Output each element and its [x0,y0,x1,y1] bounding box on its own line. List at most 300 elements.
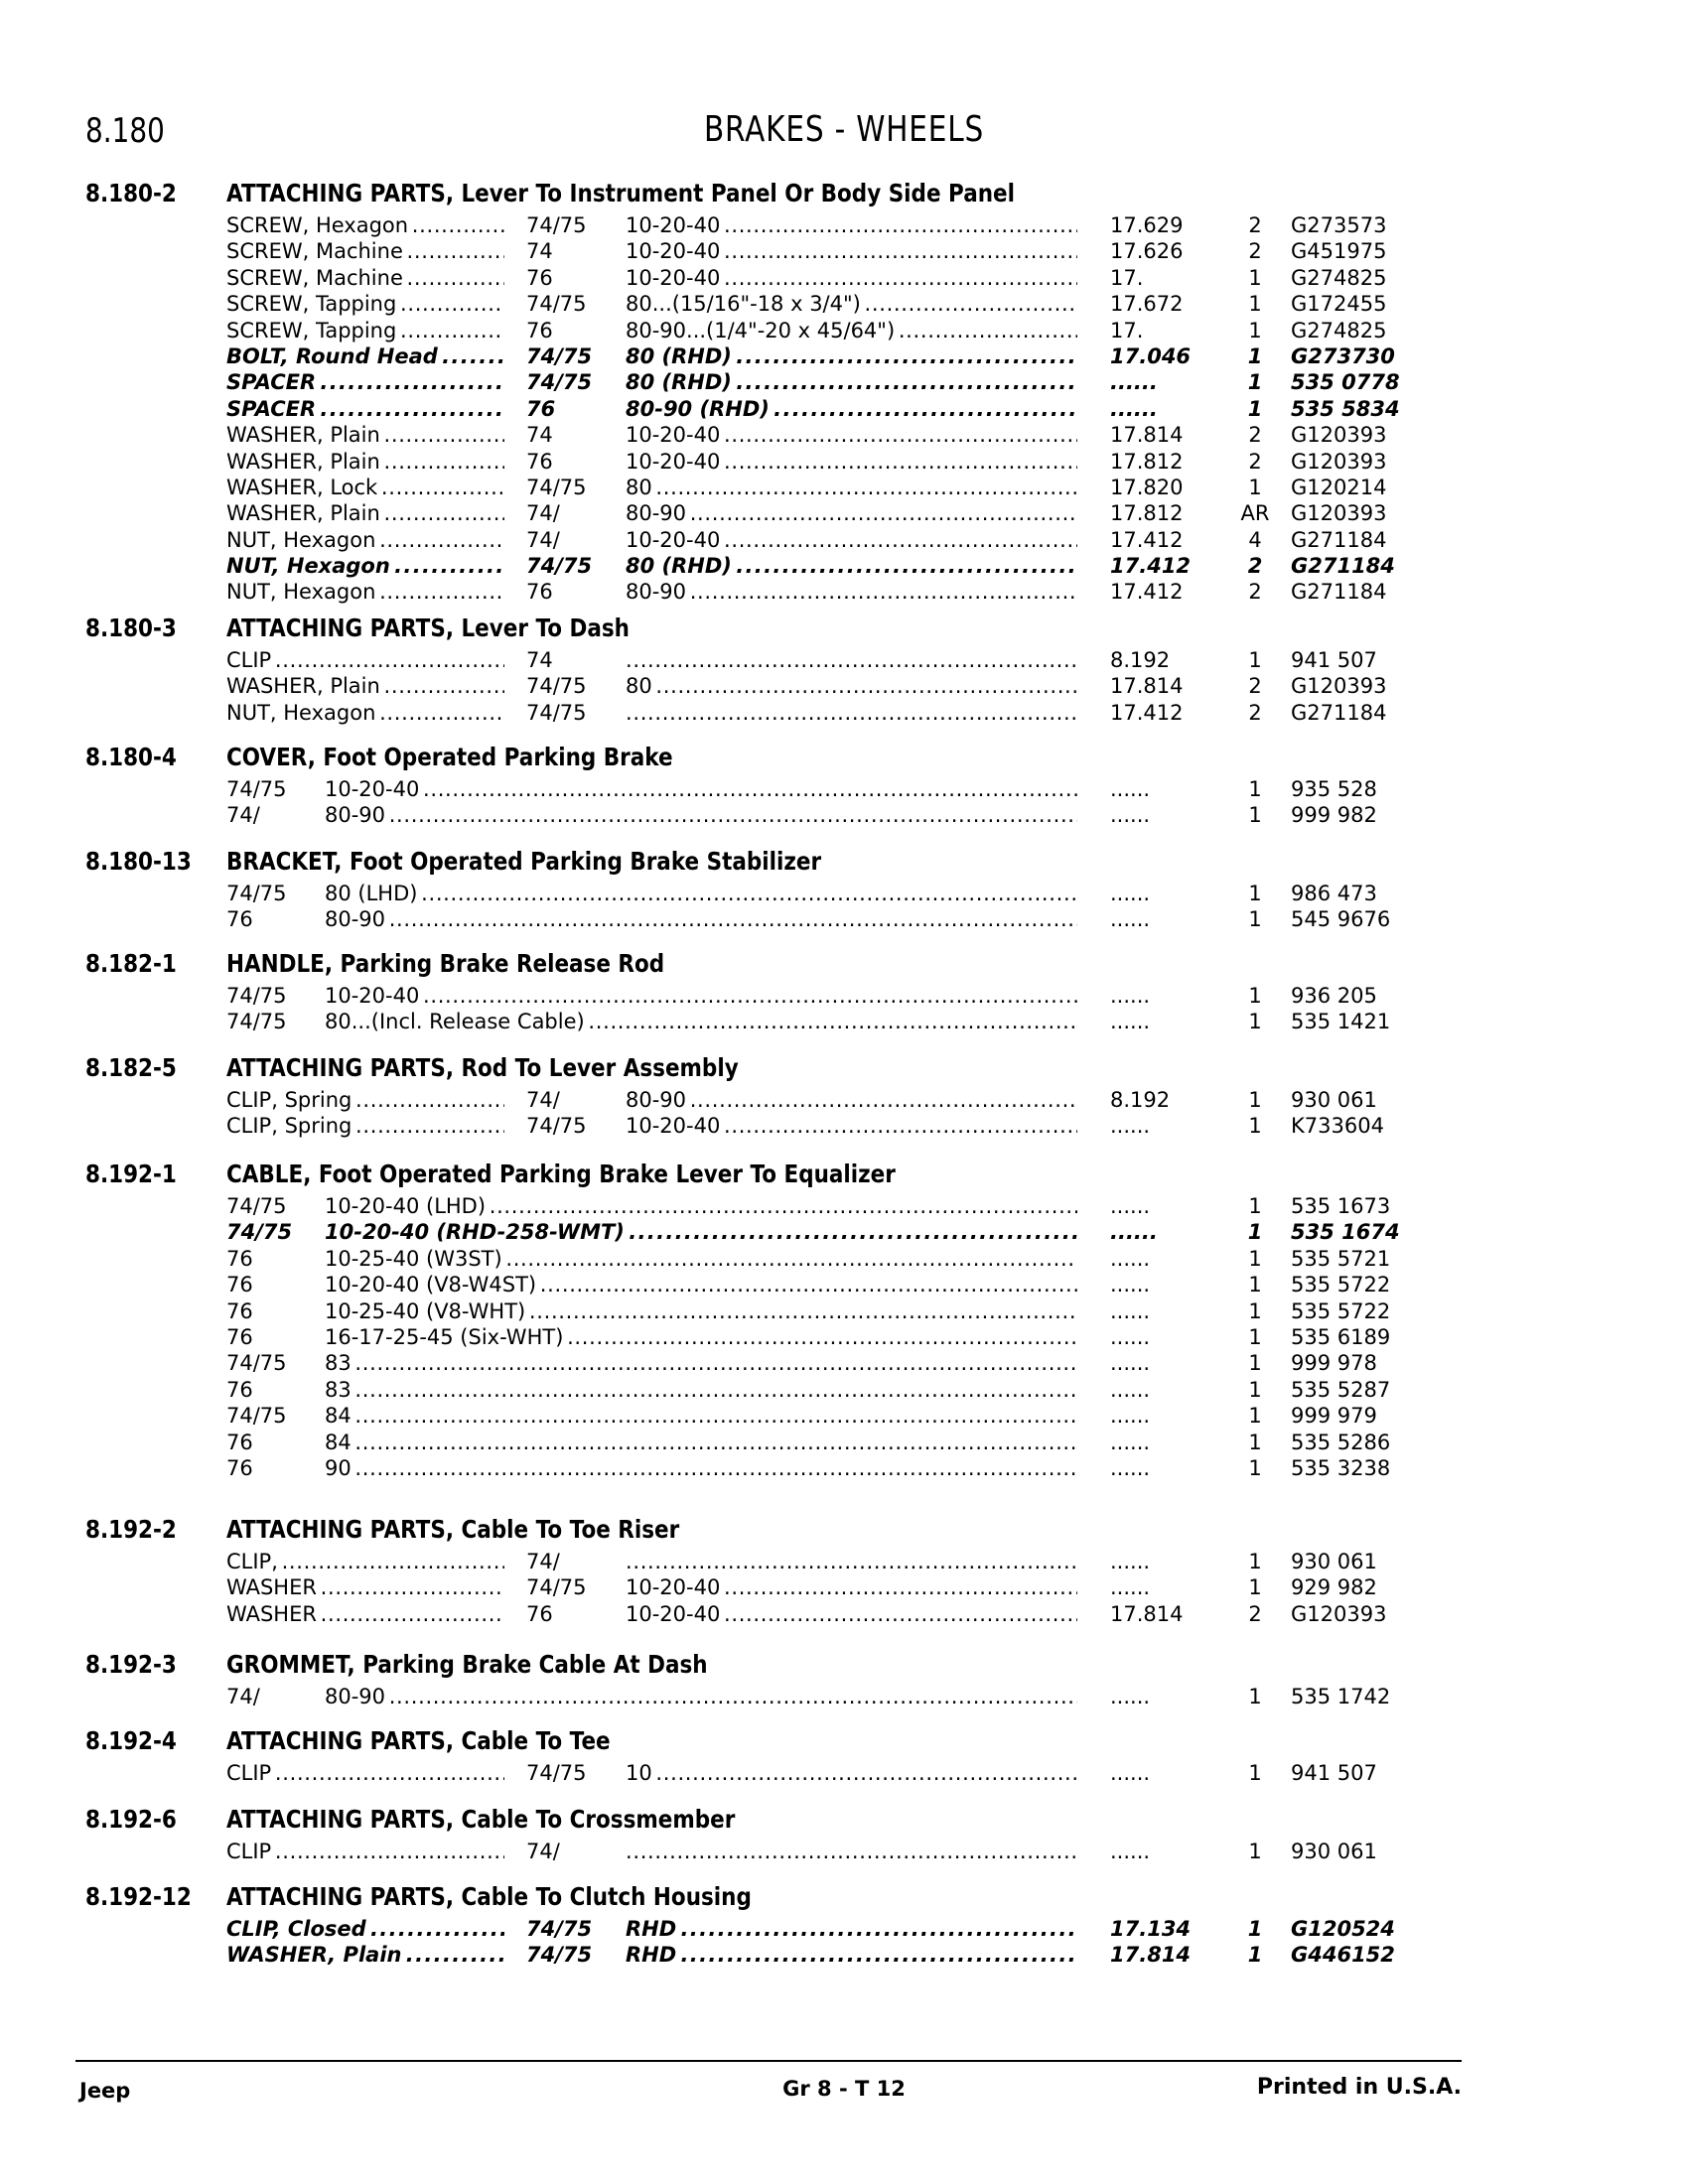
part-row [0,212,1688,238]
part-quantity: 1 [1248,1273,1262,1297]
part-application: 80-90 . . . [626,500,1077,526]
parts-section [0,949,1688,1035]
part-description: CLIP, Spring . . . [226,1113,504,1139]
part-row [0,343,1688,369]
part-quantity: 1 [1248,1324,1262,1349]
part-quantity: 1 [1248,475,1262,499]
part-number: 535 1421 [1291,1010,1391,1034]
section-number: 8.180-3 [85,614,177,642]
part-model-year: 74/75 [526,369,626,395]
part-row [0,527,1688,553]
part-number: G172455 [1291,292,1387,317]
section-number: 8.192-2 [85,1515,177,1544]
part-quantity: 1 [1248,318,1262,342]
part-quantity: 2 [1248,1601,1262,1626]
part-quantity: 1 [1247,1220,1263,1245]
part-row [0,1193,1688,1219]
part-number: 929 982 [1291,1575,1377,1600]
part-quantity: 1 [1248,1550,1262,1573]
parts-section [0,1160,1688,1481]
section-title: HANDLE, Parking Brake Release Rod [226,949,665,978]
part-model-year: 76 [526,1601,626,1627]
section-title: ATTACHING PARTS, Lever To Instrument Panel Or Body Side Panel [226,179,1015,207]
part-reference: ...... [1110,907,1151,932]
footer-printed: Printed in U.S.A. [1256,2075,1462,2100]
part-reference: 17.134 [1110,1917,1192,1941]
part-row [0,1272,1688,1297]
part-application: 10-20-40 . . . [626,238,1077,264]
part-application: 83 . . . [325,1350,1077,1376]
part-number: 535 1673 [1291,1194,1391,1218]
part-quantity: 1 [1248,1377,1262,1402]
part-description: NUT, Hexagon . . . [226,553,504,579]
part-row [0,553,1688,579]
part-description: SCREW, Machine . . . [226,265,504,291]
part-model-year: 74/ [526,527,626,553]
part-reference: ...... [1110,1761,1151,1785]
parts-section [0,743,1688,829]
part-model-year: 74/75 [226,984,287,1008]
section-title: ATTACHING PARTS, Rod To Lever Assembly [226,1053,739,1082]
part-quantity: 1 [1248,907,1262,932]
section-title: CABLE, Foot Operated Parking Brake Lever To Equalizer [226,1160,896,1188]
footer-group-code: Gr 8 - T 12 [782,2077,906,2101]
part-application: 10-20-40 (LHD) . . . [325,1193,1077,1219]
part-row [0,1684,1688,1709]
part-number: 535 5287 [1291,1377,1391,1402]
part-reference: ...... [1110,1298,1151,1323]
part-description: SCREW, Tapping . . . [226,318,504,343]
parts-section [0,1805,1688,1864]
part-row [0,396,1688,422]
part-number: 986 473 [1291,882,1377,905]
part-quantity: 4 [1248,527,1262,552]
part-application: RHD . . . [626,1942,1077,1968]
part-number: G273573 [1291,213,1387,237]
part-row [0,1298,1688,1324]
part-reference: ...... [1110,1455,1151,1480]
part-reference: ...... [1110,1194,1151,1218]
section-header [0,179,1688,212]
part-number: 535 5286 [1291,1430,1391,1454]
part-model-year: 74/75 [526,1942,626,1968]
part-model-year: 74/75 [526,1574,626,1600]
section-number: 8.192-3 [85,1650,177,1679]
parts-section [0,847,1688,933]
part-quantity: 1 [1247,1943,1263,1968]
parts-section [0,1726,1688,1786]
section-number: 8.192-12 [85,1882,192,1911]
part-reference: 17.814 [1110,1943,1192,1968]
part-number: G274825 [1291,318,1387,342]
section-title: COVER, Foot Operated Parking Brake [226,743,673,771]
part-number: G271184 [1291,580,1387,605]
part-number: G120393 [1291,449,1387,474]
section-number: 8.182-1 [85,949,177,978]
part-quantity: 1 [1248,265,1262,290]
part-model-year: 74/75 [526,291,626,317]
part-reference: 17.626 [1110,239,1184,264]
part-application: 80-90 . . . [325,906,1077,932]
part-row [0,1430,1688,1455]
part-quantity: 1 [1248,984,1262,1008]
section-header [0,949,1688,983]
part-application: 16-17-25-45 (Six-WHT) . . . [325,1324,1077,1350]
part-application: 84 . . . [325,1403,1077,1429]
part-reference: ...... [1110,803,1151,828]
part-model-year: 74/75 [226,1351,287,1376]
part-model-year: 74/75 [526,1916,626,1942]
part-reference: 17.412 [1110,580,1184,605]
part-application: 80-90 . . . [325,1684,1077,1709]
section-header [0,1805,1688,1839]
part-model-year: 74/75 [226,1010,287,1034]
part-quantity: 2 [1248,239,1262,264]
part-description: WASHER, Plain . . . [226,1942,504,1968]
part-row [0,579,1688,605]
section-title: ATTACHING PARTS, Lever To Dash [226,614,630,642]
section-title: ATTACHING PARTS, Cable To Toe Riser [226,1515,680,1544]
part-number: 545 9676 [1291,907,1391,932]
part-application [626,647,1077,673]
part-reference: ...... [1110,777,1151,801]
part-model-year: 74/ [226,1685,260,1708]
part-model-year: 74/ [526,1549,626,1574]
part-model-year: 74/75 [226,1220,293,1245]
part-number: 930 061 [1291,1550,1377,1573]
part-model-year: 76 [226,1273,253,1297]
part-quantity: AR [1240,501,1270,526]
part-row [0,1942,1688,1968]
part-reference: ...... [1110,1377,1151,1402]
part-reference: ...... [1110,1324,1151,1349]
part-application: 10-20-40 (RHD-258-WMT) . . . [325,1219,1077,1245]
part-application: 80-90 (RHD) . . . [626,396,1077,422]
part-model-year: 74/75 [226,1404,287,1429]
part-description: SCREW, Machine . . . [226,238,504,264]
part-number: G271184 [1291,527,1387,552]
section-header [0,1160,1688,1193]
part-reference: 8.192 [1110,648,1171,672]
part-model-year: 74/ [526,1087,626,1113]
part-row [0,1009,1688,1034]
part-model-year: 76 [226,1324,253,1349]
part-model-year: 76 [226,1246,253,1271]
part-model-year: 76 [226,907,253,932]
part-number: 999 982 [1291,803,1377,828]
part-model-year: 74 [526,422,626,448]
part-description: CLIP . . . [226,647,504,673]
part-description: WASHER, Plain . . . [226,422,504,448]
part-quantity: 1 [1248,1430,1262,1454]
part-quantity: 2 [1248,449,1262,474]
part-application: 80...(15/16"-18 x 3/4") . . . [626,291,1077,317]
part-description: WASHER, Plain . . . [226,449,504,475]
part-description: NUT, Hexagon . . . [226,700,504,726]
part-row [0,475,1688,500]
part-model-year: 76 [526,265,626,291]
part-number: 535 5834 [1291,396,1400,421]
part-quantity: 1 [1248,1685,1262,1708]
part-application: 10-20-40 . . . [325,983,1077,1009]
part-model-year: 76 [526,449,626,475]
part-reference: ...... [1110,1430,1151,1454]
part-quantity: 1 [1248,1194,1262,1218]
part-application: 80-90...(1/4"-20 x 45/64") . . . [626,318,1077,343]
part-number: G273730 [1291,343,1395,368]
part-number: G120393 [1291,501,1387,526]
part-row [0,802,1688,828]
part-number: 535 6189 [1291,1324,1391,1349]
section-header [0,614,1688,647]
part-application: 10-20-40 . . . [325,776,1077,802]
part-quantity: 1 [1248,1761,1262,1785]
part-description: CLIP . . . [226,1839,504,1864]
part-row [0,776,1688,802]
part-application: RHD . . . [626,1916,1077,1942]
part-row [0,1916,1688,1942]
part-row [0,1601,1688,1627]
part-quantity: 2 [1248,700,1262,725]
part-reference: 17.046 [1110,343,1192,368]
part-reference: ...... [1110,1010,1151,1034]
part-row [0,369,1688,395]
part-number: G274825 [1291,265,1387,290]
part-model-year: 74/75 [226,1194,287,1218]
part-quantity: 1 [1248,777,1262,801]
part-model-year: 76 [526,579,626,605]
part-application: 10-20-40 . . . [626,422,1077,448]
part-number: 535 1674 [1291,1220,1400,1245]
part-reference: ...... [1110,1685,1151,1708]
part-description: NUT, Hexagon . . . [226,579,504,605]
part-number: 535 1742 [1291,1685,1391,1708]
part-number: K733604 [1291,1114,1384,1139]
part-number: G120214 [1291,475,1387,499]
part-reference: 17.629 [1110,213,1184,237]
part-application: 80-90 . . . [325,802,1077,828]
part-row [0,291,1688,317]
part-application: 90 . . . [325,1455,1077,1481]
part-description: NUT, Hexagon . . . [226,527,504,553]
part-description: CLIP, . . . [226,1549,504,1574]
part-row [0,1087,1688,1113]
part-reference: 17.820 [1110,475,1184,499]
part-application [626,1549,1077,1574]
page-title: BRAKES - WHEELS [703,109,985,150]
part-row [0,318,1688,343]
section-number: 8.192-4 [85,1726,177,1755]
part-reference: ...... [1110,1220,1158,1245]
part-quantity: 2 [1248,580,1262,605]
parts-section [0,1515,1688,1627]
part-quantity: 1 [1248,1010,1262,1034]
part-application: 10-20-40 . . . [626,527,1077,553]
part-model-year: 74/75 [526,673,626,699]
section-title: BRACKET, Foot Operated Parking Brake Stabilizer [226,847,822,876]
part-reference: ...... [1110,1550,1151,1573]
part-row [0,673,1688,699]
part-reference: ...... [1110,1575,1151,1600]
part-model-year: 74/75 [226,882,287,905]
section-header [0,1650,1688,1684]
part-reference: 17.814 [1110,674,1184,699]
part-application [626,700,1077,726]
part-reference: 17.814 [1110,1601,1184,1626]
part-number: G271184 [1291,554,1395,579]
part-row [0,449,1688,475]
part-number: G120393 [1291,423,1387,448]
section-title: ATTACHING PARTS, Cable To Tee [226,1726,611,1755]
part-number: G446152 [1291,1943,1395,1968]
parts-section [0,1882,1688,1969]
part-model-year: 76 [526,396,626,422]
part-reference: 8.192 [1110,1088,1171,1112]
part-row [0,500,1688,526]
part-number: 930 061 [1291,1088,1377,1112]
part-description: SPACER . . . [226,369,504,395]
part-quantity: 2 [1248,213,1262,237]
part-reference: 17.812 [1110,449,1184,474]
part-application: 83 . . . [325,1377,1077,1403]
part-quantity: 2 [1248,674,1262,699]
part-number: 535 5722 [1291,1298,1391,1323]
parts-section [0,1053,1688,1140]
parts-section [0,179,1688,606]
part-row [0,1549,1688,1574]
part-application: 10-20-40 . . . [626,265,1077,291]
part-model-year: 74 [526,647,626,673]
part-application [626,1839,1077,1864]
part-reference: ...... [1110,984,1151,1008]
part-model-year: 74/ [526,500,626,526]
part-description: WASHER, Lock . . . [226,475,504,500]
part-reference: ...... [1110,1840,1151,1863]
part-application: 84 . . . [325,1430,1077,1455]
footer-rule [75,2060,1462,2062]
part-quantity: 1 [1248,1455,1262,1480]
parts-section [0,614,1688,726]
part-model-year: 74/ [526,1839,626,1864]
part-application: 80 (RHD) . . . [626,553,1077,579]
part-description: CLIP, Spring . . . [226,1087,504,1113]
part-number: 535 0778 [1291,370,1400,395]
part-description: SPACER . . . [226,396,504,422]
part-description: CLIP, Closed . . . [226,1916,504,1942]
part-model-year: 74/75 [526,1113,626,1139]
part-model-year: 74/75 [526,1760,626,1786]
part-number: 930 061 [1291,1840,1377,1863]
part-application: 10-20-40 . . . [626,449,1077,475]
part-model-year: 74/75 [526,700,626,726]
part-row [0,1246,1688,1272]
footer-brand: Jeep [79,2079,131,2103]
part-description: SCREW, Hexagon . . . [226,212,504,238]
part-number: G120393 [1291,674,1387,699]
part-row [0,983,1688,1009]
part-row [0,1839,1688,1864]
part-row [0,881,1688,906]
part-reference: ...... [1110,1404,1151,1429]
part-description: WASHER . . . [226,1601,504,1627]
part-row [0,1574,1688,1600]
part-application: 80-90 . . . [626,1087,1077,1113]
part-model-year: 74/75 [526,212,626,238]
part-number: 999 978 [1291,1351,1377,1376]
part-application: 80 . . . [626,673,1077,699]
part-application: 80 (LHD) . . . [325,881,1077,906]
part-description: SCREW, Tapping . . . [226,291,504,317]
part-model-year: 74/75 [526,343,626,369]
part-reference: 17.812 [1110,501,1184,526]
part-quantity: 1 [1248,1404,1262,1429]
part-reference: 17. [1110,318,1144,342]
part-row [0,1760,1688,1786]
part-number: G271184 [1291,700,1387,725]
part-model-year: 74/75 [526,475,626,500]
part-model-year: 74/75 [526,553,626,579]
part-model-year: 76 [226,1455,253,1480]
part-row [0,1377,1688,1403]
part-row [0,1403,1688,1429]
part-number: 936 205 [1291,984,1377,1008]
part-reference: ...... [1110,396,1158,421]
part-application: 10-20-40 . . . [626,1113,1077,1139]
part-reference: ...... [1110,1246,1151,1271]
part-row [0,647,1688,673]
section-title: ATTACHING PARTS, Cable To Crossmember [226,1805,736,1834]
part-application: 80-90 . . . [626,579,1077,605]
section-header [0,1726,1688,1760]
section-title: GROMMET, Parking Brake Cable At Dash [226,1650,708,1679]
part-reference: 17.412 [1110,527,1184,552]
part-reference: ...... [1110,882,1151,905]
section-header [0,1053,1688,1087]
part-number: G120524 [1291,1917,1395,1941]
part-application: 10-25-40 (W3ST) . . . [325,1246,1077,1272]
part-quantity: 1 [1248,1298,1262,1323]
part-reference: ...... [1110,1351,1151,1376]
part-number: 535 5721 [1291,1246,1391,1271]
section-header [0,1882,1688,1916]
section-header [0,743,1688,776]
part-row [0,422,1688,448]
part-row [0,1455,1688,1481]
page-number: 8.180 [85,111,165,151]
section-number: 8.192-1 [85,1160,177,1188]
part-application: 10-20-40 (V8-W4ST) . . . [325,1272,1077,1297]
part-application: 80...(Incl. Release Cable) . . . [325,1009,1077,1034]
part-application: 80 (RHD) . . . [626,343,1077,369]
part-row [0,1113,1688,1139]
part-quantity: 1 [1248,1088,1262,1112]
part-reference: 17. [1110,265,1144,290]
part-quantity: 1 [1248,1575,1262,1600]
part-model-year: 76 [226,1298,253,1323]
section-title: ATTACHING PARTS, Cable To Clutch Housing [226,1882,752,1911]
part-row [0,238,1688,264]
part-number: 999 979 [1291,1404,1377,1429]
part-row [0,1324,1688,1350]
part-reference: 17.412 [1110,700,1184,725]
part-number: 535 3238 [1291,1455,1391,1480]
part-number: 941 507 [1291,648,1377,672]
part-application: 80 . . . [626,475,1077,500]
part-application: 10-20-40 . . . [626,1574,1077,1600]
part-number: G451975 [1291,239,1387,264]
part-model-year: 74/ [226,803,260,828]
part-description: WASHER, Plain . . . [226,673,504,699]
